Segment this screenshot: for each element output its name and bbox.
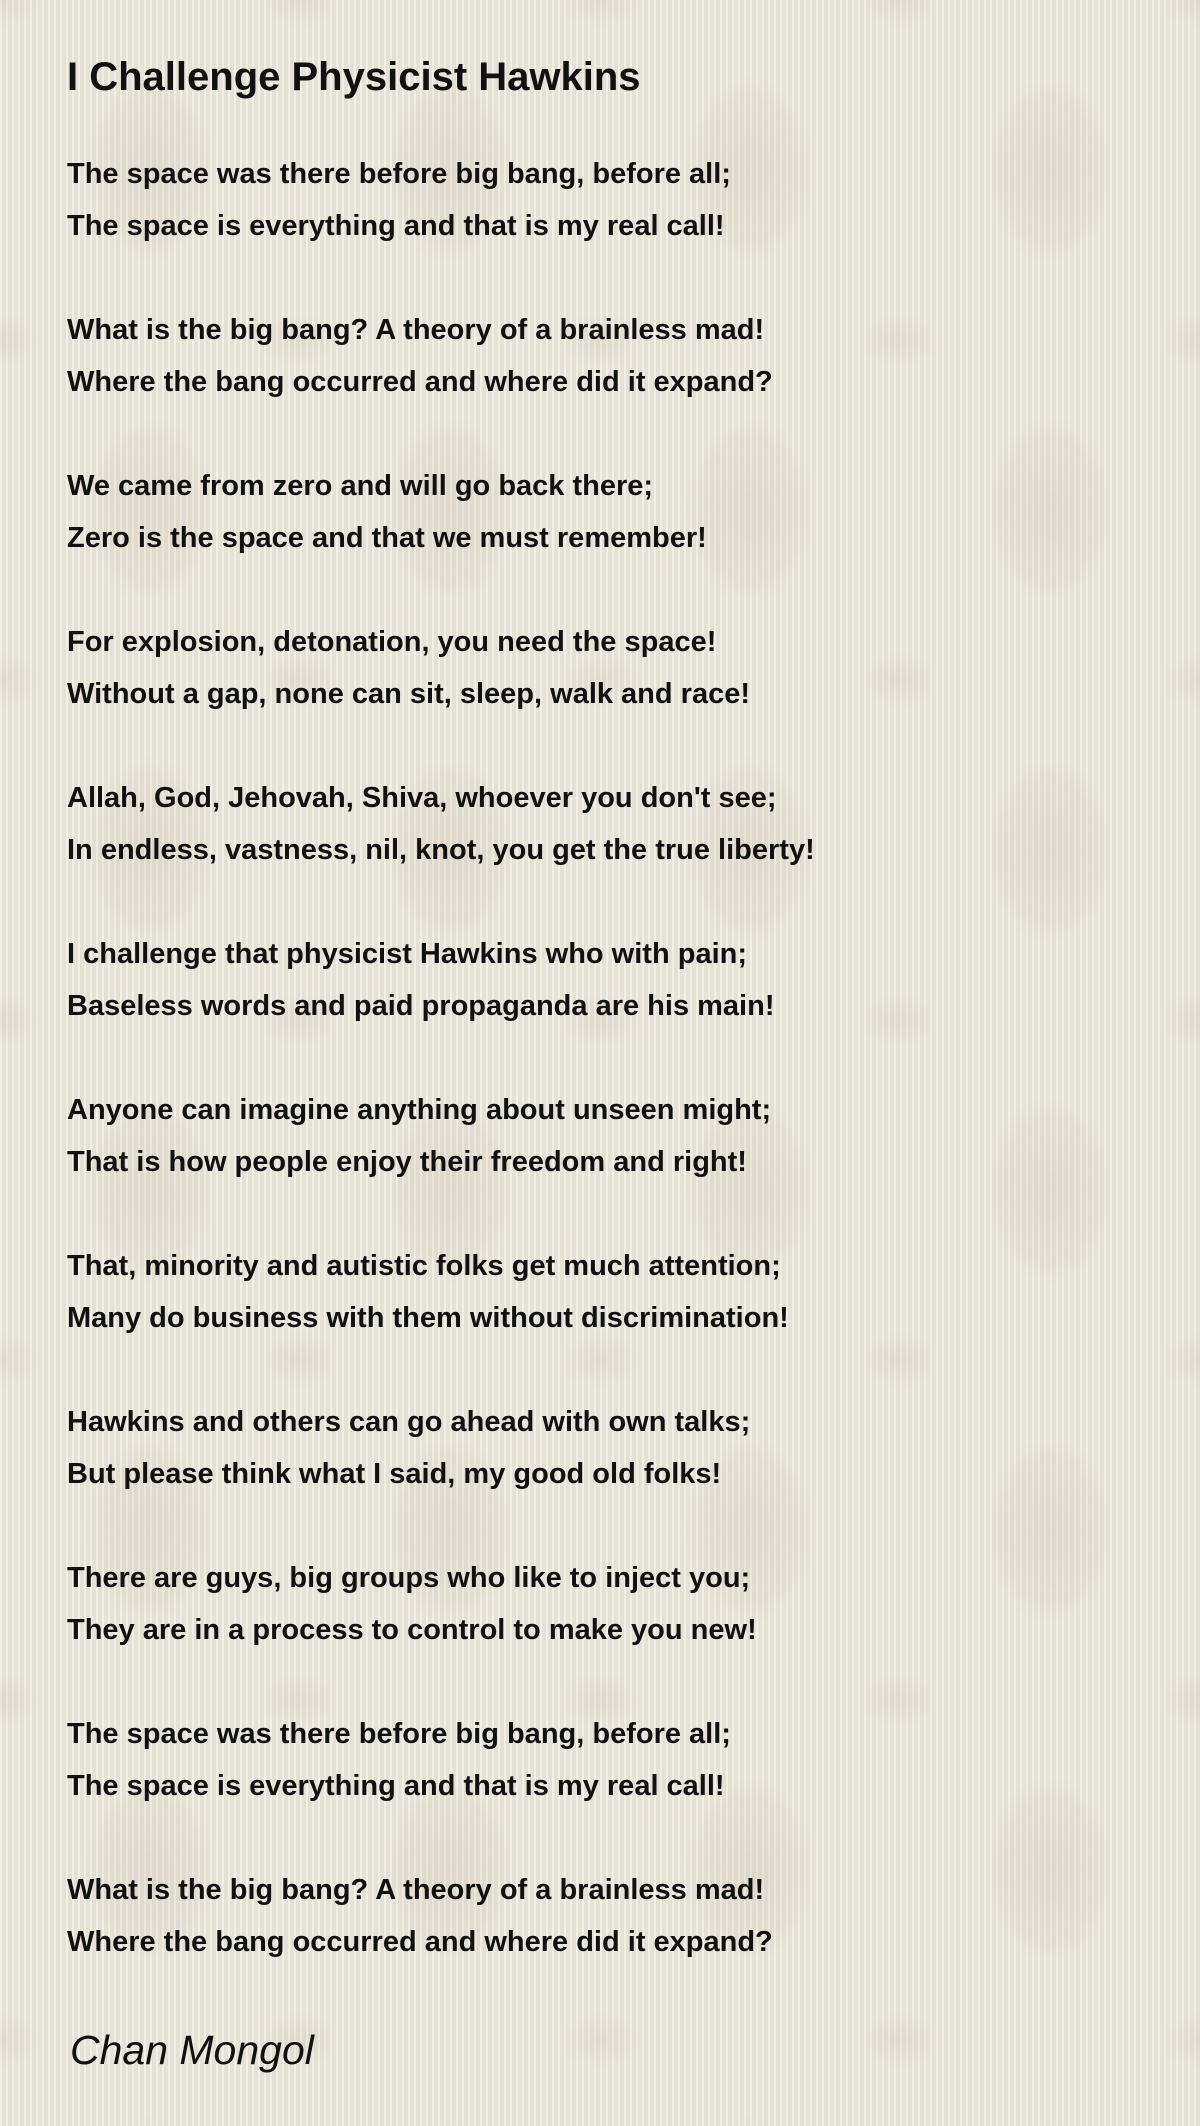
stanza bbox=[67, 304, 1167, 408]
poem-line: We came from zero and will go back there; bbox=[67, 470, 654, 502]
poem-line: The space was there before big bang, before all; bbox=[67, 158, 731, 190]
stanza bbox=[67, 460, 1167, 564]
stanza bbox=[67, 772, 1167, 876]
poem-line: Many do business with them without discrimination! bbox=[67, 1302, 789, 1334]
poem-line: The space was there before big bang, before all; bbox=[67, 1718, 731, 1750]
stanza bbox=[67, 1708, 1167, 1812]
poem-line: The space is everything and that is my real call! bbox=[67, 1770, 725, 1802]
poem-line: For explosion, detonation, you need the space! bbox=[67, 626, 717, 658]
poem-line: Hawkins and others can go ahead with own talks; bbox=[67, 1406, 751, 1438]
poem-line: They are in a process to control to make you new! bbox=[67, 1614, 757, 1646]
stanza bbox=[67, 1864, 1167, 1968]
poem-body bbox=[67, 148, 1167, 2020]
poem-line: In endless, vastness, nil, knot, you get the true liberty! bbox=[67, 834, 815, 866]
stanza bbox=[67, 1240, 1167, 1344]
poem-line: What is the big bang? A theory of a brainless mad! bbox=[67, 1874, 765, 1906]
poem-author: Chan Mongol bbox=[70, 2027, 314, 2073]
poem-line: Where the bang occurred and where did it expand? bbox=[67, 1926, 773, 1958]
poem-line: Where the bang occurred and where did it expand? bbox=[67, 366, 773, 398]
poem-line: I challenge that physicist Hawkins who with pain; bbox=[67, 938, 747, 970]
poem-line: What is the big bang? A theory of a brainless mad! bbox=[67, 314, 765, 346]
poem-line: Zero is the space and that we must remember! bbox=[67, 522, 707, 554]
poem-line: The space is everything and that is my real call! bbox=[67, 210, 725, 242]
stanza bbox=[67, 148, 1167, 252]
stanza bbox=[67, 1396, 1167, 1500]
poem-line: There are guys, big groups who like to inject you; bbox=[67, 1562, 751, 1594]
poem-title: I Challenge Physicist Hawkins bbox=[67, 55, 641, 99]
poem-line: That, minority and autistic folks get much attention; bbox=[67, 1250, 781, 1282]
stanza bbox=[67, 1552, 1167, 1656]
poem-line: Anyone can imagine anything about unseen might; bbox=[67, 1094, 772, 1126]
stanza bbox=[67, 928, 1167, 1032]
poem-line: That is how people enjoy their freedom and right! bbox=[67, 1146, 747, 1178]
poem-line: But please think what I said, my good old folks! bbox=[67, 1458, 722, 1490]
poem-line: Allah, God, Jehovah, Shiva, whoever you don't see; bbox=[67, 782, 777, 814]
stanza bbox=[67, 616, 1167, 720]
poem-line: Without a gap, none can sit, sleep, walk and race! bbox=[67, 678, 751, 710]
poem-line: Baseless words and paid propaganda are his main! bbox=[67, 990, 775, 1022]
stanza bbox=[67, 1084, 1167, 1188]
